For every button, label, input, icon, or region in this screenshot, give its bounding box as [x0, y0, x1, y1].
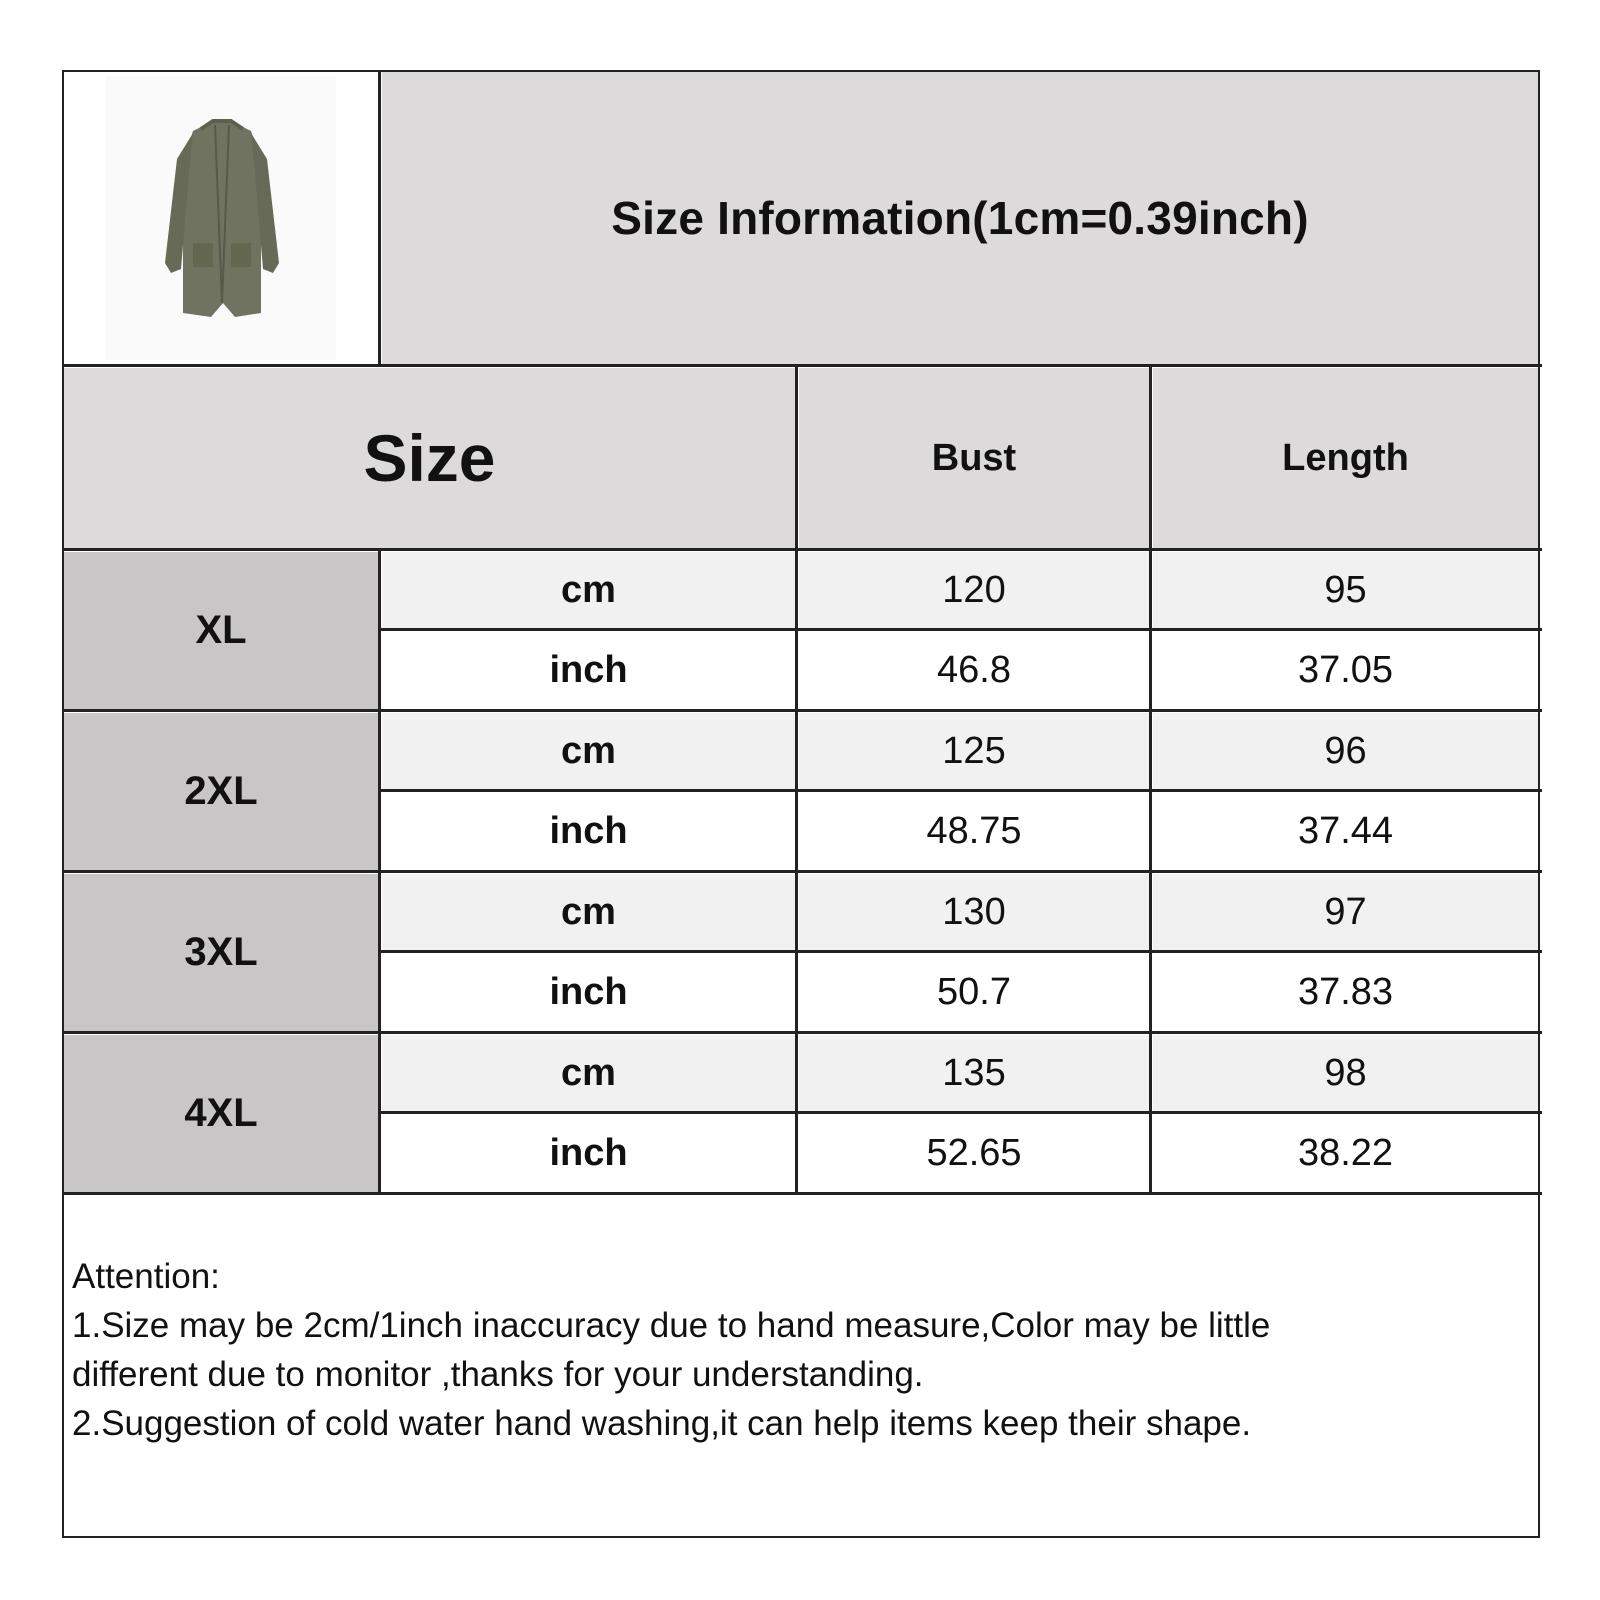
- size-chart: [62, 70, 1540, 1538]
- value-cell: [799, 793, 1149, 870]
- length-header-cell: [1153, 368, 1538, 548]
- unit-cell: [382, 874, 795, 950]
- size-label: 3XL: [184, 930, 258, 974]
- value-cell: [799, 713, 1149, 789]
- divider: [64, 709, 1542, 712]
- bust-value: 46.8: [937, 649, 1011, 691]
- value-cell: [1153, 1115, 1538, 1192]
- unit-cell: [382, 1035, 795, 1111]
- note-line: 2.Suggestion of cold water hand washing,it can help items keep their shape.: [72, 1404, 1252, 1443]
- unit-label: cm: [561, 568, 616, 611]
- unit-label: cm: [561, 729, 616, 772]
- divider: [795, 364, 798, 1192]
- unit-label: inch: [549, 1132, 628, 1174]
- bust-header-cell: [799, 368, 1149, 548]
- bust-header: Bust: [931, 436, 1017, 479]
- divider: [378, 72, 381, 364]
- unit-cell: [382, 713, 795, 789]
- bust-value: 135: [942, 1051, 1006, 1094]
- size-header-cell: [64, 368, 795, 548]
- unit-cell: [382, 1115, 795, 1192]
- divider: [64, 364, 1542, 367]
- unit-label: inch: [549, 971, 628, 1013]
- unit-cell: [382, 954, 795, 1031]
- value-cell: [1153, 713, 1538, 789]
- value-cell: [799, 874, 1149, 950]
- divider: [378, 789, 1542, 792]
- value-cell: [799, 552, 1149, 628]
- unit-cell: [382, 552, 795, 628]
- size-cell-2xl: [64, 713, 378, 870]
- length-value: 95: [1324, 568, 1367, 611]
- length-value: 98: [1324, 1051, 1367, 1094]
- size-label: 4XL: [184, 1091, 258, 1135]
- page-title: Size Information(1cm=0.39inch): [611, 192, 1309, 244]
- divider: [64, 548, 1542, 551]
- divider: [64, 1192, 1542, 1195]
- cardigan-left-pocket: [193, 243, 213, 267]
- bust-value: 52.65: [926, 1132, 1022, 1174]
- attention-notes: [72, 1252, 1512, 1448]
- length-value: 38.22: [1297, 1132, 1394, 1174]
- title-cell: [382, 72, 1538, 364]
- value-cell: [799, 632, 1149, 709]
- value-cell: [1153, 552, 1538, 628]
- divider: [64, 870, 1542, 873]
- divider: [1149, 364, 1152, 1192]
- size-cell-4xl: [64, 1035, 378, 1192]
- note-line: 1.Size may be 2cm/1inch inaccuracy due to hand measure,Color may be little: [72, 1306, 1271, 1345]
- divider: [64, 1031, 1542, 1034]
- value-cell: [799, 954, 1149, 1031]
- size-label: XL: [195, 608, 247, 652]
- divider: [378, 1111, 1542, 1114]
- attention-heading: Attention:: [72, 1257, 220, 1296]
- product-image-cell: [64, 72, 378, 364]
- unit-cell: [382, 793, 795, 870]
- value-cell: [1153, 632, 1538, 709]
- unit-label: cm: [561, 890, 616, 933]
- length-value: 37.83: [1297, 971, 1394, 1013]
- value-cell: [1153, 1035, 1538, 1111]
- cardigan-right-pocket: [231, 243, 251, 267]
- value-cell: [1153, 954, 1538, 1031]
- bust-value: 50.7: [937, 971, 1011, 1013]
- unit-label: cm: [561, 1051, 616, 1094]
- unit-label: inch: [549, 649, 628, 691]
- divider: [378, 628, 1542, 631]
- length-value: 37.05: [1297, 649, 1394, 691]
- bust-value: 130: [942, 890, 1006, 933]
- size-cell-xl: [64, 552, 378, 709]
- length-value: 37.44: [1297, 810, 1394, 852]
- divider: [378, 950, 1542, 953]
- length-header: Length: [1282, 436, 1409, 479]
- bust-value: 48.75: [926, 810, 1022, 852]
- divider: [378, 548, 381, 1192]
- unit-cell: [382, 632, 795, 709]
- cardigan-image: [131, 103, 311, 333]
- value-cell: [1153, 874, 1538, 950]
- length-value: 96: [1324, 729, 1367, 772]
- value-cell: [799, 1115, 1149, 1192]
- value-cell: [1153, 793, 1538, 870]
- unit-label: inch: [549, 810, 628, 852]
- size-label: 2XL: [184, 769, 258, 813]
- value-cell: [799, 1035, 1149, 1111]
- bust-value: 125: [942, 729, 1006, 772]
- note-line: different due to monitor ,thanks for your understanding.: [72, 1355, 924, 1394]
- length-value: 97: [1324, 890, 1367, 933]
- bust-value: 120: [942, 568, 1006, 611]
- size-header: Size: [363, 421, 496, 495]
- size-cell-3xl: [64, 874, 378, 1031]
